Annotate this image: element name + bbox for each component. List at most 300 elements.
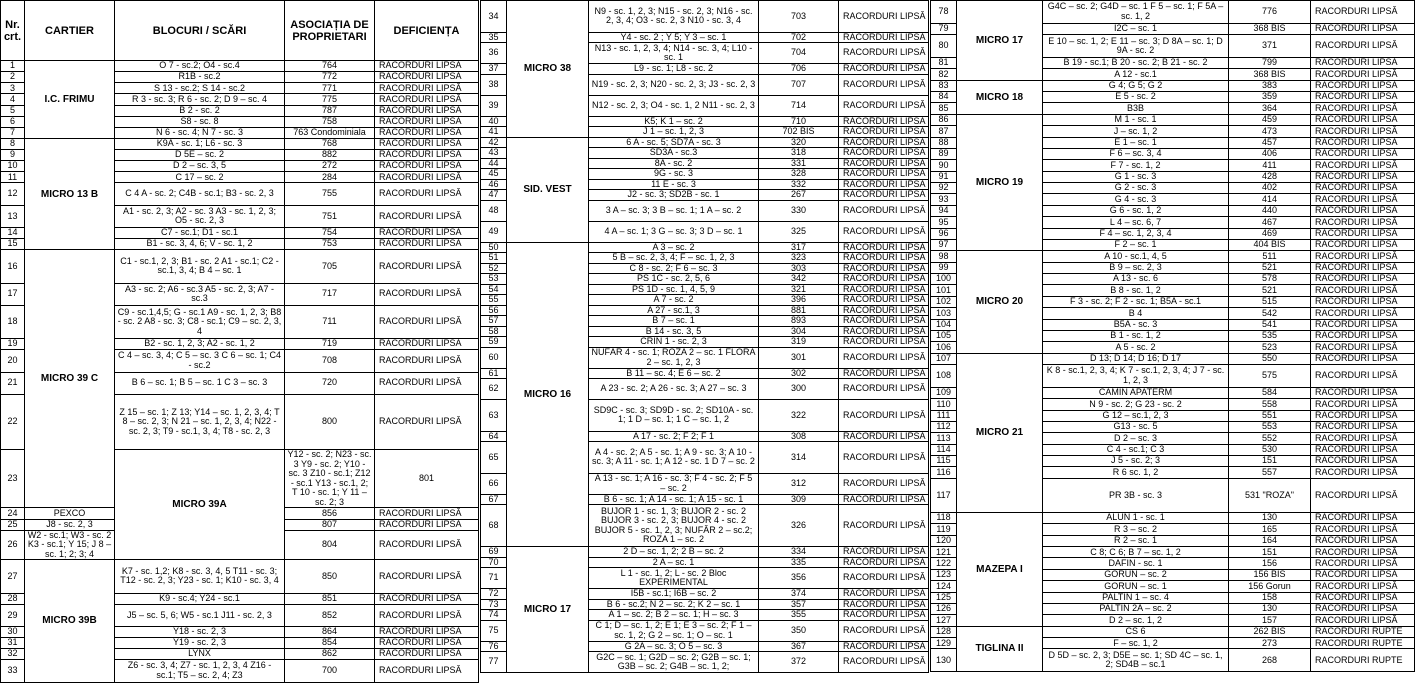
deficienta-cell: RACORDURI LIPSĂ bbox=[1311, 23, 1415, 34]
row-number: 62 bbox=[481, 379, 507, 400]
row-number: 124 bbox=[931, 581, 957, 592]
blocuri-cell: NUFĂR 4 - sc. 1; ROZA 2 – sc. 1 FLORA 2 – sc. 1, 2, 3 bbox=[589, 347, 759, 368]
asociatia-cell: 702 BIS bbox=[759, 127, 839, 138]
asociatia-cell: 714 bbox=[759, 95, 839, 116]
row-number: 47 bbox=[481, 190, 507, 201]
blocuri-cell: GORUN – sc. 1 bbox=[1043, 581, 1229, 592]
blocuri-cell: Z6 - sc. 3, 4; Z7 - sc. 1, 2, 3, 4 Z16 - sc.1; T5 – sc. 2, 4; Z3 bbox=[115, 660, 285, 682]
asociatia-cell: 541 bbox=[1229, 319, 1311, 330]
table-row bbox=[931, 114, 1415, 125]
asociatia-cell: 864 bbox=[285, 626, 375, 637]
deficienta-cell: RACORDURI LIPSĂ bbox=[839, 274, 929, 285]
asociatia-cell: 284 bbox=[285, 172, 375, 183]
blocuri-cell: Y19 - sc. 2, 3 bbox=[115, 638, 285, 649]
panel-middle bbox=[480, 0, 928, 673]
deficienta-cell: RACORDURI LIPSĂ bbox=[839, 505, 929, 547]
asociatia-cell: 368 BIS bbox=[1229, 69, 1311, 80]
blocuri-cell: PEXCO bbox=[25, 508, 115, 519]
row-number: 127 bbox=[931, 615, 957, 626]
nr-header: Nr. crt. bbox=[1, 1, 25, 61]
blocuri-cell: PALTIN 2A – sc. 2 bbox=[1043, 603, 1229, 614]
asociatia-cell: 151 bbox=[1229, 456, 1311, 467]
blocuri-cell: B2 - sc. 1, 2, 3; A2 - sc. 1, 2 bbox=[115, 339, 285, 350]
blocuri-cell: K9A - sc. 1; L6 - sc. 3 bbox=[115, 138, 285, 149]
row-number: 57 bbox=[481, 316, 507, 327]
deficienta-cell: RACORDURI LIPSĂ bbox=[1311, 581, 1415, 592]
asociatia-cell: 459 bbox=[1229, 114, 1311, 125]
asociatia-cell: 717 bbox=[285, 283, 375, 305]
deficienta-cell: RACORDURI LIPSĂ bbox=[375, 560, 479, 593]
cartier-cell: MICRO 20 bbox=[957, 251, 1043, 353]
deficienta-cell: RACORDURI LIPSĂ bbox=[1311, 103, 1415, 114]
asociatia-cell: 309 bbox=[759, 494, 839, 505]
asociatia-cell: 342 bbox=[759, 274, 839, 285]
deficienta-cell: RACORDURI LIPSĂ bbox=[1311, 547, 1415, 558]
blocuri-cell: A 23 - sc. 2; A 26 - sc. 3; A 27 – sc. 3 bbox=[589, 379, 759, 400]
cartier-cell: MAZEPA I bbox=[957, 512, 1043, 626]
blocuri-cell: C 4 – sc. 3, 4; C 5 – sc. 3 C 6 – sc. 1; C4 - sc.2 bbox=[115, 350, 285, 372]
deficienta-cell: RACORDURI RUPTE bbox=[1311, 626, 1415, 637]
asociatia-cell: 130 bbox=[1229, 512, 1311, 523]
deficienta-cell: RACORDURI LIPSĂ bbox=[375, 183, 479, 205]
table-row bbox=[931, 512, 1415, 523]
row-number: 19 bbox=[1, 339, 25, 350]
blocuri-cell: G 6 - sc. 1, 2 bbox=[1043, 205, 1229, 216]
blocuri-cell: F 2 – sc. 1 bbox=[1043, 239, 1229, 250]
blocuri-cell: K7 - sc. 1,2; K8 - sc. 3, 4, 5 T11 - sc. 3; T12 - sc. 2, 3; Y23 - sc. 1; K10 - sc. 3, 4 bbox=[115, 560, 285, 593]
deficienta-header: DEFICIENȚA bbox=[375, 1, 479, 61]
asociatia-cell: 852 bbox=[285, 604, 375, 626]
row-number: 105 bbox=[931, 330, 957, 341]
row-number: 112 bbox=[931, 421, 957, 432]
asociatia-cell: 467 bbox=[1229, 217, 1311, 228]
asociatia-cell: 719 bbox=[285, 339, 375, 350]
deficienta-cell: RACORDURI LIPSĂ bbox=[375, 638, 479, 649]
blocuri-cell: 2 A – sc. 1 bbox=[589, 557, 759, 568]
blocuri-cell: B 11 – sc. 4; E 6 – sc. 2 bbox=[589, 368, 759, 379]
row-number: 20 bbox=[1, 350, 25, 372]
asociatia-cell: 575 bbox=[1229, 365, 1311, 388]
asociatia-cell: 881 bbox=[759, 305, 839, 316]
row-number: 111 bbox=[931, 410, 957, 421]
asociatia-cell: 706 bbox=[759, 64, 839, 75]
blocuri-cell: D 13; D 14; D 16; D 17 bbox=[1043, 353, 1229, 364]
row-number: 54 bbox=[481, 284, 507, 295]
asociatia-cell: 364 bbox=[1229, 103, 1311, 114]
row-number: 118 bbox=[931, 512, 957, 523]
deficienta-cell: RACORDURI LIPSĂ bbox=[1311, 126, 1415, 137]
table-row bbox=[931, 626, 1415, 637]
row-number: 63 bbox=[481, 400, 507, 432]
row-number: 24 bbox=[1, 508, 25, 519]
data-table bbox=[480, 0, 929, 673]
deficienta-cell: RACORDURI LIPSĂ bbox=[839, 127, 929, 138]
row-number: 107 bbox=[931, 353, 957, 364]
blocuri-cell: CS 6 bbox=[1043, 626, 1229, 637]
row-number: 78 bbox=[931, 1, 957, 24]
row-number: 76 bbox=[481, 641, 507, 652]
row-number: 56 bbox=[481, 305, 507, 316]
asociatia-cell: 325 bbox=[759, 221, 839, 242]
deficienta-cell: RACORDURI LIPSĂ bbox=[1311, 615, 1415, 626]
asociatia-cell: 322 bbox=[759, 400, 839, 432]
asociatia-cell: 702 bbox=[759, 32, 839, 43]
asociatia-cell: 414 bbox=[1229, 194, 1311, 205]
asociatia-cell: 165 bbox=[1229, 524, 1311, 535]
deficienta-cell: RACORDURI LIPSĂ bbox=[839, 347, 929, 368]
row-number: 102 bbox=[931, 296, 957, 307]
row-number: 73 bbox=[481, 599, 507, 610]
deficienta-cell: RACORDURI LIPSĂ bbox=[375, 508, 479, 519]
deficienta-cell: RACORDURI LIPSĂ bbox=[375, 172, 479, 183]
row-number: 15 bbox=[1, 239, 25, 250]
deficienta-cell: RACORDURI LIPSĂ bbox=[1311, 205, 1415, 216]
asociatia-cell: 359 bbox=[1229, 92, 1311, 103]
deficienta-cell: RACORDURI LIPSĂ bbox=[839, 221, 929, 242]
deficienta-cell: RACORDURI LIPSĂ bbox=[839, 305, 929, 316]
asociatia-cell: 272 bbox=[285, 161, 375, 172]
deficienta-cell: RACORDURI LIPSĂ bbox=[1311, 285, 1415, 296]
asociatia-cell: 708 bbox=[285, 350, 375, 372]
deficienta-cell: RACORDURI LIPSĂ bbox=[839, 379, 929, 400]
blocuri-cell: C 4 - sc.1; C 3 bbox=[1043, 444, 1229, 455]
deficienta-cell: RACORDURI LIPSĂ bbox=[375, 339, 479, 350]
row-number: 36 bbox=[481, 43, 507, 64]
blocuri-cell: C 8 - sc. 2; F 6 – sc. 3 bbox=[589, 263, 759, 274]
panel-right bbox=[930, 0, 1414, 673]
row-number: 91 bbox=[931, 171, 957, 182]
row-number: 50 bbox=[481, 242, 507, 253]
asociatia-cell: 267 bbox=[759, 190, 839, 201]
blocuri-cell: J5 – sc. 5, 6; W5 - sc.1 J11 - sc. 2, 3 bbox=[115, 604, 285, 626]
blocuri-cell: I5B - sc.1; I6B – sc. 2 bbox=[589, 589, 759, 600]
deficienta-cell: RACORDURI LIPSĂ bbox=[1311, 535, 1415, 546]
deficienta-cell: RACORDURI LIPSĂ bbox=[1311, 80, 1415, 91]
asociatia-cell: 851 bbox=[285, 593, 375, 604]
row-number: 92 bbox=[931, 183, 957, 194]
deficienta-cell: RACORDURI LIPSĂ bbox=[839, 190, 929, 201]
deficienta-cell: RACORDURI LIPSĂ bbox=[1311, 194, 1415, 205]
asociatia-cell: 372 bbox=[759, 652, 839, 673]
asociatia-cell: 578 bbox=[1229, 274, 1311, 285]
blocuri-cell: N19 - sc. 2, 3; N20 - sc. 2, 3; J3 - sc. 2, 3 bbox=[589, 74, 759, 95]
blocuri-cell: C1 - sc.1, 2, 3; B1 - sc. 2 A1 - sc.1; C2 - sc.1, 3, 4; B 4 – sc. 1 bbox=[115, 250, 285, 283]
row-number: 122 bbox=[931, 558, 957, 569]
asociatia-cell: 807 bbox=[285, 519, 375, 530]
blocuri-cell: D 2 – sc. 1, 2 bbox=[1043, 615, 1229, 626]
row-number: 93 bbox=[931, 194, 957, 205]
asociatia-cell: 768 bbox=[285, 138, 375, 149]
asociatia-cell: 553 bbox=[1229, 421, 1311, 432]
asociatia-cell: 314 bbox=[759, 442, 839, 474]
row-number: 51 bbox=[481, 253, 507, 264]
row-number: 90 bbox=[931, 160, 957, 171]
blocuri-cell: D 2 – sc. 3, 5 bbox=[115, 161, 285, 172]
deficienta-cell: RACORDURI LIPSĂ bbox=[1311, 365, 1415, 388]
deficienta-cell: RACORDURI LIPSĂ bbox=[375, 250, 479, 283]
row-number: 94 bbox=[931, 205, 957, 216]
blocuri-cell: GORUN – sc. 2 bbox=[1043, 569, 1229, 580]
deficienta-cell: RACORDURI LIPSĂ bbox=[839, 589, 929, 600]
blocuri-cell: 3 A – sc. 3; 3 B – sc. 1; 1 A – sc. 2 bbox=[589, 200, 759, 221]
blocuri-cell: SD9C - sc. 3; SD9D - sc. 2; SD10A - sc. 1; 1 D – sc. 1; 1 C – sc. 1, 2 bbox=[589, 400, 759, 432]
blocuri-cell: J8 - sc. 2, 3 bbox=[25, 519, 115, 530]
row-number: 84 bbox=[931, 92, 957, 103]
blocuri-cell: I2C – sc. 1 bbox=[1043, 23, 1229, 34]
deficienta-cell: RACORDURI LIPSĂ bbox=[375, 604, 479, 626]
row-number: 40 bbox=[481, 116, 507, 127]
asociatia-cell: 521 bbox=[1229, 285, 1311, 296]
asociatia-cell: 557 bbox=[1229, 467, 1311, 478]
deficienta-cell: RACORDURI LIPSĂ bbox=[839, 43, 929, 64]
row-number: 120 bbox=[931, 535, 957, 546]
row-number: 82 bbox=[931, 69, 957, 80]
row-number: 18 bbox=[1, 305, 25, 338]
blocuri-cell: B5A - sc. 3 bbox=[1043, 319, 1229, 330]
cartier-cell: MICRO 21 bbox=[957, 353, 1043, 512]
blocuri-cell: N13 - sc. 1, 2, 3, 4; N14 - sc. 3, 4; L10 - sc. 1 bbox=[589, 43, 759, 64]
deficienta-cell: RACORDURI LIPSĂ bbox=[375, 205, 479, 227]
row-number: 85 bbox=[931, 103, 957, 114]
asociatia-cell: 396 bbox=[759, 295, 839, 306]
deficienta-cell: RACORDURI LIPSĂ bbox=[375, 626, 479, 637]
blocuri-cell: A 13 - sc. 6 bbox=[1043, 274, 1229, 285]
cartier-cell: MICRO 19 bbox=[957, 114, 1043, 251]
blocuri-cell: R 3 – sc. 2 bbox=[1043, 524, 1229, 535]
blocuri-cell: A1 - sc. 2, 3; A2 - sc. 3 A3 - sc. 1, 2, 3; O5 - sc. 2, 3 bbox=[115, 205, 285, 227]
row-number: 21 bbox=[1, 372, 25, 394]
row-number: 125 bbox=[931, 592, 957, 603]
deficienta-cell: RACORDURI LIPSĂ bbox=[839, 442, 929, 474]
blocuri-cell: C 1; D – sc. 1, 2; E 1; E 3 – sc. 2; F 1 – sc. 1, 2; G 2 – sc. 1; O – sc. 1 bbox=[589, 620, 759, 641]
deficienta-cell: RACORDURI LIPSĂ bbox=[1311, 512, 1415, 523]
blocuri-cell: B 4 bbox=[1043, 308, 1229, 319]
blocuri-cell: O 7 - sc.2; O4 - sc.4 bbox=[115, 61, 285, 72]
row-number: 2 bbox=[1, 72, 25, 83]
blocuri-cell: B 1 - sc. 1, 2 bbox=[1043, 330, 1229, 341]
row-number: 65 bbox=[481, 442, 507, 474]
asociatia-cell: 319 bbox=[759, 337, 839, 348]
row-number: 42 bbox=[481, 137, 507, 148]
blocuri-cell: N12 - sc. 2, 3; O4 - sc. 1, 2 N11 - sc. 2, 3 bbox=[589, 95, 759, 116]
deficienta-cell: RACORDURI LIPSĂ bbox=[839, 652, 929, 673]
asociatia-cell: 318 bbox=[759, 148, 839, 159]
deficienta-cell: RACORDURI LIPSĂ bbox=[375, 161, 479, 172]
row-number: 87 bbox=[931, 126, 957, 137]
asociatia-cell: 473 bbox=[1229, 126, 1311, 137]
deficienta-cell: RACORDURI LIPSĂ bbox=[375, 105, 479, 116]
row-number: 59 bbox=[481, 337, 507, 348]
blocuri-cell: S8 - sc. 8 bbox=[115, 116, 285, 127]
row-number: 88 bbox=[931, 137, 957, 148]
deficienta-cell: RACORDURI LIPSĂ bbox=[1311, 69, 1415, 80]
row-number: 109 bbox=[931, 387, 957, 398]
deficienta-cell: RACORDURI LIPSĂ bbox=[375, 394, 479, 450]
row-number: 89 bbox=[931, 148, 957, 159]
row-number: 35 bbox=[481, 32, 507, 43]
asociatia-cell: 787 bbox=[285, 105, 375, 116]
row-number: 7 bbox=[1, 127, 25, 138]
asociatia-cell: 552 bbox=[1229, 433, 1311, 444]
blocuri-cell: R 2 – sc. 1 bbox=[1043, 535, 1229, 546]
deficienta-cell: RACORDURI LIPSĂ bbox=[375, 61, 479, 72]
deficienta-cell: RACORDURI LIPSĂ bbox=[375, 593, 479, 604]
blocuri-cell: D 2 – sc. 3 bbox=[1043, 433, 1229, 444]
row-number: 103 bbox=[931, 308, 957, 319]
blocuri-cell: S 13 - sc.2; S 14 - sc.2 bbox=[115, 83, 285, 94]
deficienta-cell: RACORDURI LIPSĂ bbox=[375, 150, 479, 161]
row-number: 16 bbox=[1, 250, 25, 283]
deficienta-cell: RACORDURI LIPSĂ bbox=[839, 95, 929, 116]
blocuri-cell: Y18 - sc. 2, 3 bbox=[115, 626, 285, 637]
table-row bbox=[1, 138, 479, 149]
deficienta-cell: RACORDURI LIPSĂ bbox=[1311, 92, 1415, 103]
blocuri-cell: G2C – sc. 1; G2D – sc. 2; G2B – sc. 1; G3B – sc. 2; G4B – sc. 1, 2; bbox=[589, 652, 759, 673]
deficienta-cell: RACORDURI LIPSĂ bbox=[839, 400, 929, 432]
blocuri-cell: 4 A – sc. 1; 3 G – sc. 3; 3 D – sc. 1 bbox=[589, 221, 759, 242]
row-number: 66 bbox=[481, 473, 507, 494]
deficienta-cell: RACORDURI LIPSĂ bbox=[375, 72, 479, 83]
asociatia-cell: 308 bbox=[759, 431, 839, 442]
blocuri-cell: K 8 - sc.1, 2, 3, 4; K 7 - sc.1, 2, 3, 4; J 7 - sc. 1, 2, 3 bbox=[1043, 365, 1229, 388]
cartier-cell: MICRO 13 B bbox=[25, 138, 115, 249]
asociatia-cell: 772 bbox=[285, 72, 375, 83]
blocuri-cell: G 12 – sc.1, 2, 3 bbox=[1043, 410, 1229, 421]
deficienta-cell: RACORDURI LIPSĂ bbox=[839, 368, 929, 379]
asociatia-cell: 404 BIS bbox=[1229, 239, 1311, 250]
asociatia-cell: 469 bbox=[1229, 228, 1311, 239]
data-table bbox=[0, 0, 479, 683]
deficienta-cell: RACORDURI LIPSĂ bbox=[1311, 228, 1415, 239]
asociatia-cell: 755 bbox=[285, 183, 375, 205]
row-number: 100 bbox=[931, 274, 957, 285]
asociatia-cell: 854 bbox=[285, 638, 375, 649]
asociatia-cell: 804 bbox=[285, 530, 375, 560]
deficienta-cell: RACORDURI LIPSĂ bbox=[1311, 592, 1415, 603]
row-number: 11 bbox=[1, 172, 25, 183]
data-table bbox=[930, 0, 1415, 672]
deficienta-cell: RACORDURI LIPSĂ bbox=[1311, 148, 1415, 159]
row-number: 29 bbox=[1, 604, 25, 626]
blocuri-cell: B 19 - sc.1; B 20 - sc. 2; B 21 - sc. 2 bbox=[1043, 57, 1229, 68]
asociatia-cell: 771 bbox=[285, 83, 375, 94]
asociatia-cell: 334 bbox=[759, 547, 839, 558]
blocuri-cell: B1 - sc. 3, 4, 6; V - sc. 1, 2 bbox=[115, 239, 285, 250]
deficienta-cell: RACORDURI LIPSĂ bbox=[375, 350, 479, 372]
row-number: 25 bbox=[1, 519, 25, 530]
table-row bbox=[481, 242, 929, 253]
blocuri-cell: Y4 - sc. 2 ; Y 5; Y 3 – sc. 1 bbox=[589, 32, 759, 43]
asociatia-cell: 383 bbox=[1229, 80, 1311, 91]
asociatia-cell: 262 BIS bbox=[1229, 626, 1311, 637]
row-number: 64 bbox=[481, 431, 507, 442]
asociatia-cell: 511 bbox=[1229, 251, 1311, 262]
row-number: 113 bbox=[931, 433, 957, 444]
row-number: 75 bbox=[481, 620, 507, 641]
blocuri-cell: F – sc. 1, 2 bbox=[1043, 638, 1229, 649]
deficienta-cell: RACORDURI LIPSĂ bbox=[1311, 387, 1415, 398]
deficienta-cell: RACORDURI LIPSĂ bbox=[839, 32, 929, 43]
blocuri-cell: BUJOR 1 - sc. 1, 3; BUJOR 2 - sc. 2 BUJOR 3 - sc. 2, 3; BUJOR 4 - sc. 2 BUJOR 5 - sc. 1, 2, 3; NUFĂR 2 – sc.2; ROZA 1 – sc. 2 bbox=[589, 505, 759, 547]
asociatia-cell: 156 Gorun bbox=[1229, 581, 1311, 592]
deficienta-cell: RACORDURI LIPSĂ bbox=[1311, 569, 1415, 580]
blocuri-cell: E 5 - sc. 2 bbox=[1043, 92, 1229, 103]
deficienta-cell: RACORDURI LIPSĂ bbox=[839, 295, 929, 306]
deficienta-cell: RACORDURI LIPSĂ bbox=[1311, 433, 1415, 444]
blocuri-cell: SD3A - sc.3 bbox=[589, 148, 759, 159]
blocuri-cell: C 8; C 6; B 7 – sc. 1, 2 bbox=[1043, 547, 1229, 558]
blocuri-cell: D 5D – sc. 2, 3; D5E – sc. 1; SD 4C – sc. 1, 2; SD4B – sc.1 bbox=[1043, 649, 1229, 672]
blocuri-cell: CRIN 1 - sc. 2, 3 bbox=[589, 337, 759, 348]
asociatia-cell: 304 bbox=[759, 326, 839, 337]
blocuri-cell: L9 - sc. 1; L8 - sc. 2 bbox=[589, 64, 759, 75]
deficienta-cell: RACORDURI LIPSĂ bbox=[839, 494, 929, 505]
row-number: 77 bbox=[481, 652, 507, 673]
blocuri-cell: J – sc. 1, 2 bbox=[1043, 126, 1229, 137]
blocuri-cell: PS 1D - sc. 1, 4, 5, 9 bbox=[589, 284, 759, 295]
deficienta-cell: RACORDURI LIPSĂ bbox=[1311, 137, 1415, 148]
asociatia-cell: 301 bbox=[759, 347, 839, 368]
deficienta-cell: RACORDURI LIPSĂ bbox=[375, 227, 479, 238]
deficienta-cell: RACORDURI LIPSĂ bbox=[839, 620, 929, 641]
row-number: 14 bbox=[1, 227, 25, 238]
deficienta-cell: RACORDURI LIPSĂ bbox=[839, 200, 929, 221]
asociatia-cell: 862 bbox=[285, 649, 375, 660]
asociatia-cell: 303 bbox=[759, 263, 839, 274]
blocuri-cell: B3B bbox=[1043, 103, 1229, 114]
blocuri-cell: 8A - sc. 2 bbox=[589, 158, 759, 169]
blocuri-cell: B 6 - sc. 1; A 14 - sc. 1; A 15 - sc. 1 bbox=[589, 494, 759, 505]
asociatia-cell: 328 bbox=[759, 169, 839, 180]
blocuri-cell: D 5E – sc. 2 bbox=[115, 150, 285, 161]
row-number: 104 bbox=[931, 319, 957, 330]
row-number: 46 bbox=[481, 179, 507, 190]
row-number: 126 bbox=[931, 603, 957, 614]
blocuri-cell: A3 - sc. 2; A6 - sc.3 A5 - sc. 2, 3; A7 - sc.3 bbox=[115, 283, 285, 305]
row-number: 80 bbox=[931, 35, 957, 58]
row-number: 12 bbox=[1, 183, 25, 205]
deficienta-cell: RACORDURI LIPSĂ bbox=[1311, 262, 1415, 273]
cartier-header: CARTIER bbox=[25, 1, 115, 61]
deficienta-cell: RACORDURI LIPSĂ bbox=[1311, 478, 1415, 512]
deficienta-cell: RACORDURI LIPSĂ bbox=[839, 74, 929, 95]
asociatia-cell: 535 bbox=[1229, 330, 1311, 341]
blocuri-cell: 5 B – sc. 2, 3, 4; F – sc. 1, 2, 3 bbox=[589, 253, 759, 264]
row-number: 67 bbox=[481, 494, 507, 505]
blocuri-cell: J 1 – sc. 1, 2, 3 bbox=[589, 127, 759, 138]
row-number: 38 bbox=[481, 74, 507, 95]
row-number: 41 bbox=[481, 127, 507, 138]
asociatia-cell: 856 bbox=[285, 508, 375, 519]
blocuri-cell: A 12 - sc.1 bbox=[1043, 69, 1229, 80]
row-number: 99 bbox=[931, 262, 957, 273]
deficienta-cell: RACORDURI LIPSĂ bbox=[375, 305, 479, 338]
asociatia-cell: 371 bbox=[1229, 35, 1311, 58]
deficienta-cell: RACORDURI LIPSĂ bbox=[1311, 444, 1415, 455]
row-number: 53 bbox=[481, 274, 507, 285]
asociatia-cell: 357 bbox=[759, 599, 839, 610]
deficienta-cell: RACORDURI LIPSĂ bbox=[1311, 603, 1415, 614]
asociatia-cell: 707 bbox=[759, 74, 839, 95]
row-number: 58 bbox=[481, 326, 507, 337]
asociatia-cell: 711 bbox=[285, 305, 375, 338]
asociatia-cell: 300 bbox=[759, 379, 839, 400]
row-number: 119 bbox=[931, 524, 957, 535]
row-number: 6 bbox=[1, 116, 25, 127]
asociatia-header: ASOCIAȚIA DE PROPRIETARI bbox=[285, 1, 375, 61]
blocuri-cell: B 8 - sc. 1, 2 bbox=[1043, 285, 1229, 296]
row-number: 129 bbox=[931, 638, 957, 649]
